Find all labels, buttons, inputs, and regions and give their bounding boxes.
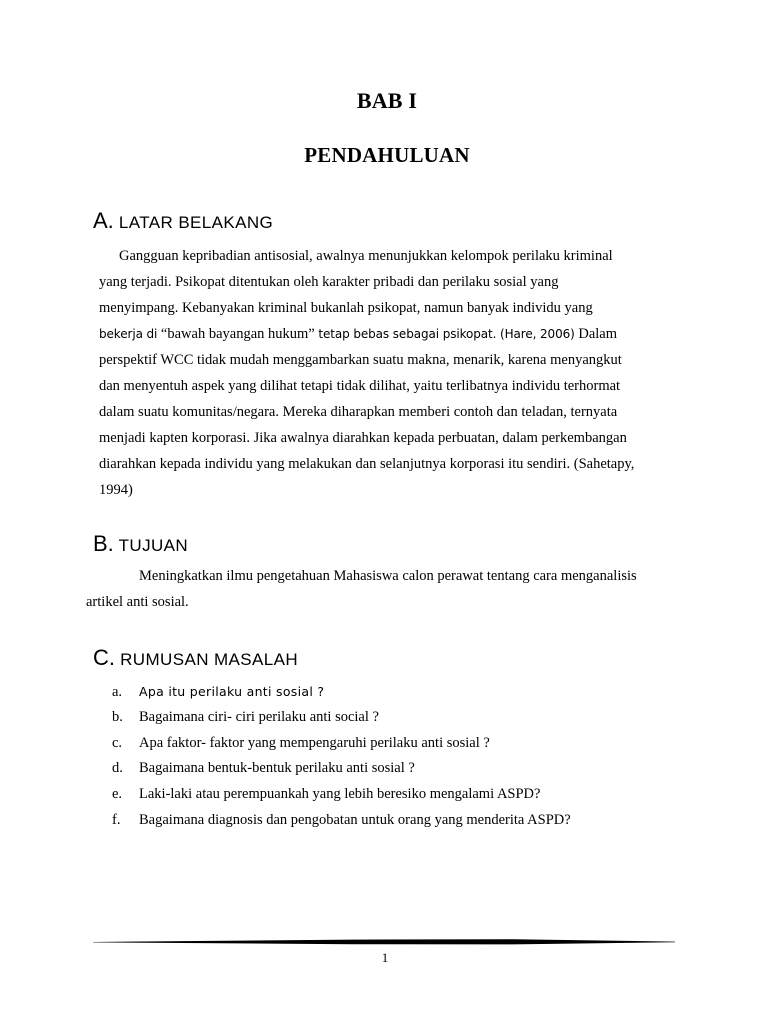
chapter-title: BAB I: [356, 88, 418, 113]
text-run: tetap bebas sebagai psikopat.: [318, 327, 497, 341]
section-c-heading: [93, 645, 298, 671]
list-item: [112, 705, 571, 731]
paragraph-line: diarahkan kepada individu yang melakukan dan selanjutnya korporasi itu sendiri. (Sahetapy,: [99, 456, 635, 472]
paragraph-line-mixed: [99, 321, 674, 347]
paragraph-line: 1994): [99, 482, 133, 498]
paragraph-line: Meningkatkan ilmu pengetahuan Mahasiswa calon perawat tentang cara menganalisis: [139, 568, 637, 584]
text-run: bekerja di: [99, 327, 158, 341]
list-item-text: Apa faktor- faktor yang mempengaruhi perilaku anti sosial ?: [139, 734, 490, 751]
footer-divider: [93, 939, 675, 945]
section-a-title: LATAR BELAKANG: [118, 213, 274, 232]
list-item: [112, 808, 571, 834]
chapter-subtitle: PENDAHULUAN: [304, 143, 470, 167]
section-a-paragraph: [99, 243, 674, 503]
text-run-quote: “bawah bayangan hukum”: [160, 326, 315, 342]
list-marker: c.: [112, 734, 123, 751]
paragraph-line: artikel anti sosial.: [86, 594, 189, 610]
page-number: 1: [381, 950, 389, 965]
section-b-title: TUJUAN: [118, 536, 189, 555]
paragraph-line: Gangguan kepribadian antisosial, awalnya menunjukkan kelompok perilaku kriminal: [119, 248, 613, 264]
citation: (Hare, 2006): [499, 327, 575, 341]
list-marker: a.: [112, 684, 123, 700]
paragraph-line: menyimpang. Kebanyakan kriminal bukanlah psikopat, namun banyak individu yang: [99, 300, 593, 316]
paragraph-line: dan menyentuh aspek yang dilihat tetapi tidak dilihat, yaitu terlibatnya individu terhormat: [99, 378, 621, 394]
list-marker: f.: [112, 811, 121, 828]
list-item-text: Apa itu perilaku anti sosial ?: [139, 684, 325, 699]
list-item-text: Bagaimana diagnosis dan pengobatan untuk orang yang menderita ASPD?: [139, 811, 571, 828]
list-item-text: Bagaimana bentuk-bentuk perilaku anti sosial ?: [139, 760, 415, 777]
list-marker: e.: [112, 786, 123, 803]
list-item: [112, 731, 571, 757]
list-item: [112, 679, 571, 705]
section-b-heading: [93, 531, 188, 557]
section-a-heading: [93, 208, 273, 234]
research-questions-list: [112, 679, 571, 834]
paragraph-line: dalam suatu komunitas/negara. Mereka diharapkan memberi contoh dan teladan, ternyata: [99, 404, 618, 420]
paragraph-line: menjadi kapten korporasi. Jika awalnya diarahkan kepada perbuatan, dalam perkembangan: [99, 430, 627, 446]
list-item: [112, 782, 571, 808]
list-item-text: Laki-laki atau perempuankah yang lebih beresiko mengalami ASPD?: [139, 786, 541, 803]
list-item: [112, 756, 571, 782]
section-b-paragraph: [86, 563, 661, 615]
text-run: Dalam: [578, 326, 618, 342]
section-c-title: RUMUSAN MASALAH: [120, 650, 299, 669]
paragraph-line: perspektif WCC tidak mudah menggambarkan suatu makna, menarik, karena menyangkut: [99, 352, 622, 368]
list-marker: b.: [112, 708, 123, 725]
paragraph-line: yang terjadi. Psikopat ditentukan oleh karakter pribadi dan perilaku sosial yang: [99, 274, 559, 290]
section-b-letter: B.: [93, 531, 114, 556]
section-c-letter: C.: [93, 645, 115, 670]
section-a-letter: A.: [93, 208, 114, 233]
list-item-text: Bagaimana ciri- ciri perilaku anti social ?: [139, 708, 379, 725]
list-marker: d.: [112, 760, 123, 777]
